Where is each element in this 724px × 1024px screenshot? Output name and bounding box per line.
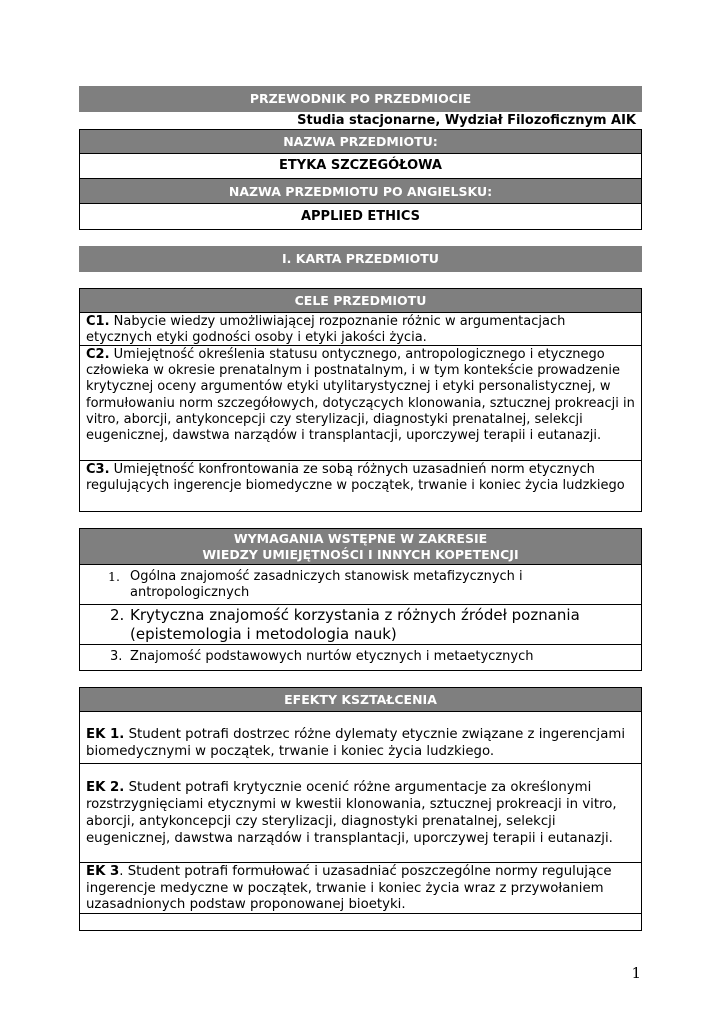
outcomes-table: [79, 687, 642, 931]
requirement-item: [80, 645, 641, 670]
outcome-text: Student potrafi krytycznie ocenić różne argumentacje za określonymi rozstrzygnięciami etycznymi w kwestii klonowania, sztucznej prokreacji in vitro, aborcji, antykoncepcji czy sterylizacji, diagnostyki prenatalnej, selekcji eugenicznej, dawstwa narządów i transplantacji, uporczywej terapii i eutanazji.: [86, 780, 617, 846]
goal-text: Nabycie wiedzy umożliwiającej rozpoznanie różnic w argumentacjach etycznych etyki godności osoby i etyki jakości życia.: [86, 314, 566, 346]
outcome-item-ek1: [80, 712, 641, 764]
requirements-table: [79, 528, 642, 671]
subtitle-text: Studia stacjonarne, Wydział Filozoficznym AIK: [297, 113, 636, 128]
requirement-number: 3.: [110, 649, 123, 664]
outcome-code: EK 3: [86, 864, 120, 879]
subject-name-label: [80, 130, 641, 154]
goal-text: Umiejętność konfrontowania ze sobą różnych uzasadnień norm etycznych regulujących ingerencje biomedyczne w początek, trwanie i koniec życia ludzkiego: [86, 462, 625, 494]
goal-item-c1: [80, 313, 641, 346]
requirements-title-line1: WYMAGANIA WSTĘPNE W ZAKRESIE: [233, 531, 488, 546]
outcome-text: Student potrafi dostrzec różne dylematy etycznie związane z ingerencjami biomedycznymi w początek, trwanie i koniec życia ludzkiego.: [86, 727, 626, 759]
requirement-text: Znajomość podstawowych nurtów etycznych i metaetycznych: [130, 649, 534, 664]
goal-item-c3: [80, 461, 641, 511]
goal-item-c2: [80, 346, 641, 461]
page-number: [627, 964, 641, 982]
goal-code: C1.: [86, 314, 110, 329]
outcome-text: . Student potrafi formułować i uzasadniać poszczególne normy regulujące ingerencje medyczne w początek, trwanie i koniec życia wraz z przywołaniem uzasadnionych podstaw proponowanej bioetyki.: [86, 864, 612, 912]
subject-name-text: ETYKA SZCZEGÓŁOWA: [279, 158, 442, 173]
outcomes-title: [80, 688, 641, 712]
section-title: [79, 246, 642, 272]
subject-name-table: [79, 129, 642, 230]
subject-name-en-value: [80, 204, 641, 229]
outcomes-title-text: EFEKTY KSZTAŁCENIA: [284, 692, 437, 707]
subject-name-value: [80, 154, 641, 179]
outcome-code: EK 2.: [86, 780, 125, 795]
subject-name-en-label: [80, 179, 641, 204]
goal-code: C2.: [86, 347, 110, 362]
requirement-text: Krytyczna znajomość korzystania z różnych źródeł poznania (epistemologia i metodologia nauk): [130, 606, 580, 643]
outcome-item-ek2: [80, 764, 641, 863]
section-title-text: I. KARTA PRZEDMIOTU: [282, 251, 439, 266]
requirement-item: [80, 565, 641, 605]
study-mode-subtitle: [79, 112, 642, 129]
goals-table: [79, 288, 642, 512]
goal-code: C3.: [86, 462, 110, 477]
requirement-number: 2.: [110, 606, 125, 624]
goals-title: [80, 289, 641, 313]
requirement-text: Ogólna znajomość zasadniczych stanowisk metafizycznych i antropologicznych: [130, 569, 523, 600]
requirements-list: [80, 565, 641, 670]
document-title: [79, 86, 642, 112]
goals-title-text: CELE PRZEDMIOTU: [294, 293, 427, 308]
requirements-title: [80, 529, 641, 565]
outcome-item-ek3: [80, 863, 641, 914]
subject-name-en-text: APPLIED ETHICS: [300, 209, 421, 224]
subject-name-label-text: NAZWA PRZEDMIOTU:: [283, 134, 438, 149]
subject-name-en-label-text: NAZWA PRZEDMIOTU PO ANGIELSKU:: [228, 184, 493, 199]
goal-text: Umiejętność określenia statusu ontycznego, antropologicznego i etycznego człowieka w okresie prenatalnym i postnatalnym, i w tym kontekście prowadzenie krytycznej oceny argumentów etyki utylitarystycznej i etyki personalistycznej, w formułowaniu norm szczegółowych, dotyczących klonowania, sztucznej prokreacji in vitro, aborcji, antykoncepcji czy sterylizacji, diagnostyki prenatalnej, selekcji eugenicznej, dawstwa narządów i transplantacji, uporczywej terapii i eutanazji.: [86, 347, 635, 444]
outcome-empty-row: [80, 914, 641, 929]
requirement-item: [80, 605, 641, 645]
document-title-text: PRZEWODNIK PO PRZEDMIOCIE: [249, 91, 472, 106]
requirements-title-line2: WIEDZY UMIEJĘTNOŚCI I INNYCH KOPETENCJI: [202, 547, 519, 562]
page-number-text: 1: [631, 964, 641, 982]
requirement-number: 1.: [108, 569, 120, 584]
outcome-code: EK 1.: [86, 727, 125, 742]
